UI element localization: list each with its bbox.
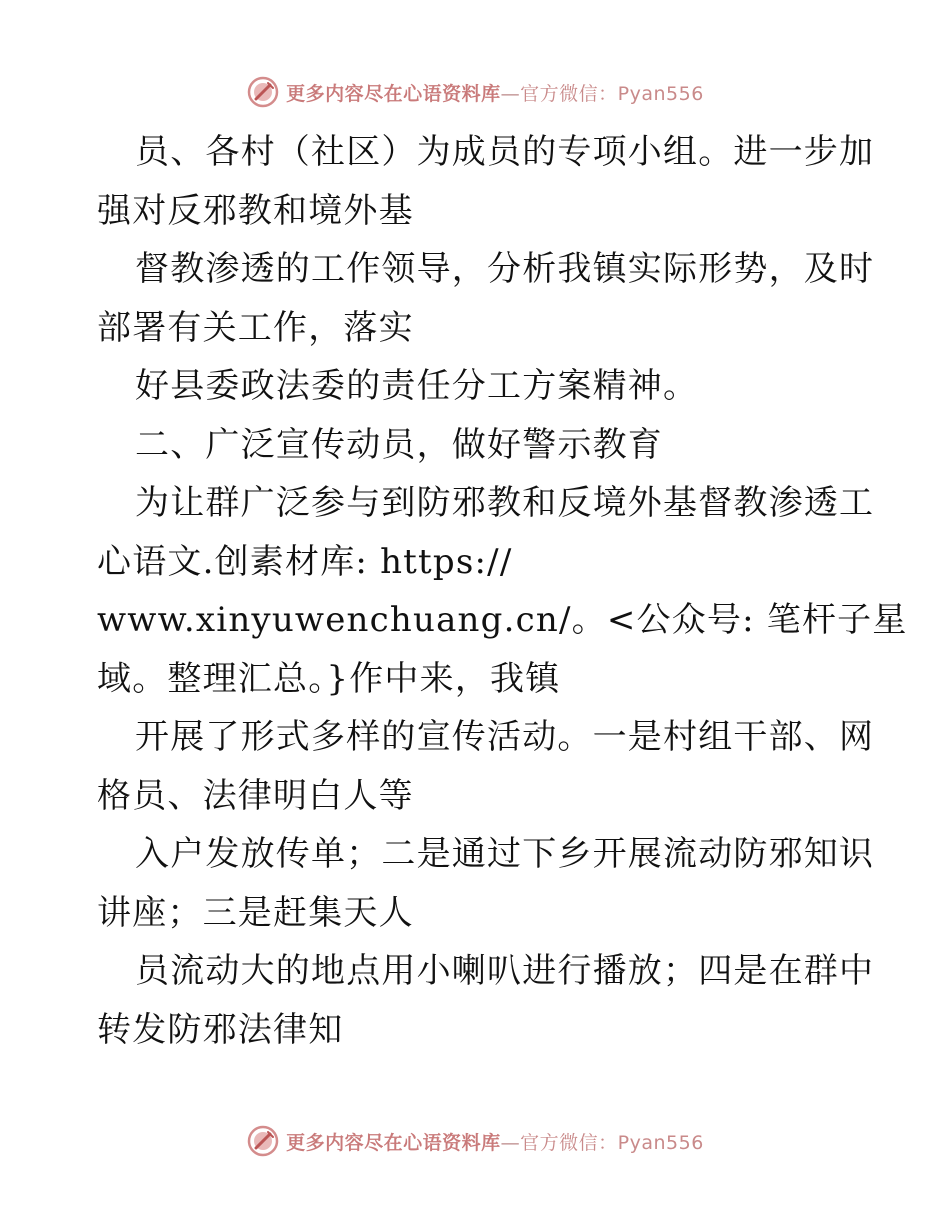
text-line: 部署有关工作，落实 (97, 307, 414, 348)
footer-watermark-title: 更多内容尽在心语资料库 (286, 1131, 501, 1154)
text-line: 格员、法律明白人等 (97, 775, 414, 816)
text-line: 开展了形式多样的宣传活动。一是村组干部、网 (135, 717, 875, 757)
header-watermark (0, 72, 950, 112)
text-line: 二、广泛宣传动员，做好警示教育 (135, 424, 663, 465)
brand-logo-icon (246, 75, 280, 109)
text-line: 好县委政法委的责任分工方案精神。 (135, 366, 699, 406)
text-line: 转发防邪法律知 (97, 1009, 344, 1050)
footer-watermark-contact: 官方微信：Pyan556 (520, 1131, 704, 1154)
text-line: 心语文.创素材库: https:// (97, 541, 513, 582)
text-line: 强对反邪教和境外基 (97, 190, 414, 231)
footer-watermark-text (286, 1128, 704, 1155)
header-watermark-contact: 官方微信：Pyan556 (520, 82, 704, 105)
text-line: www.xinyuwenchuang.cn/。<公众号: 笔杆子星 (97, 600, 908, 640)
document-body (97, 123, 908, 1059)
text-line: 员、各村（社区）为成员的专项小组。进一步加 (135, 132, 875, 172)
text-line: 督教渗透的工作领导，分析我镇实际形势，及时 (135, 249, 875, 289)
text-line: 域。整理汇总。}作中来，我镇 (97, 658, 561, 699)
text-line: 入户发放传单；二是通过下乡开展流动防邪知识 (135, 834, 875, 874)
text-line: 讲座；三是赶集天人 (97, 892, 414, 933)
header-watermark-title: 更多内容尽在心语资料库 (286, 82, 501, 105)
footer-watermark (0, 1121, 950, 1161)
header-watermark-dash: — (500, 82, 521, 105)
footer-watermark-dash: — (500, 1131, 521, 1154)
brand-logo-icon (246, 1124, 280, 1158)
header-watermark-text (286, 79, 704, 106)
text-line: 员流动大的地点用小喇叭进行播放；四是在群中 (135, 951, 875, 991)
text-line: 为让群广泛参与到防邪教和反境外基督教渗透工 (135, 483, 875, 523)
